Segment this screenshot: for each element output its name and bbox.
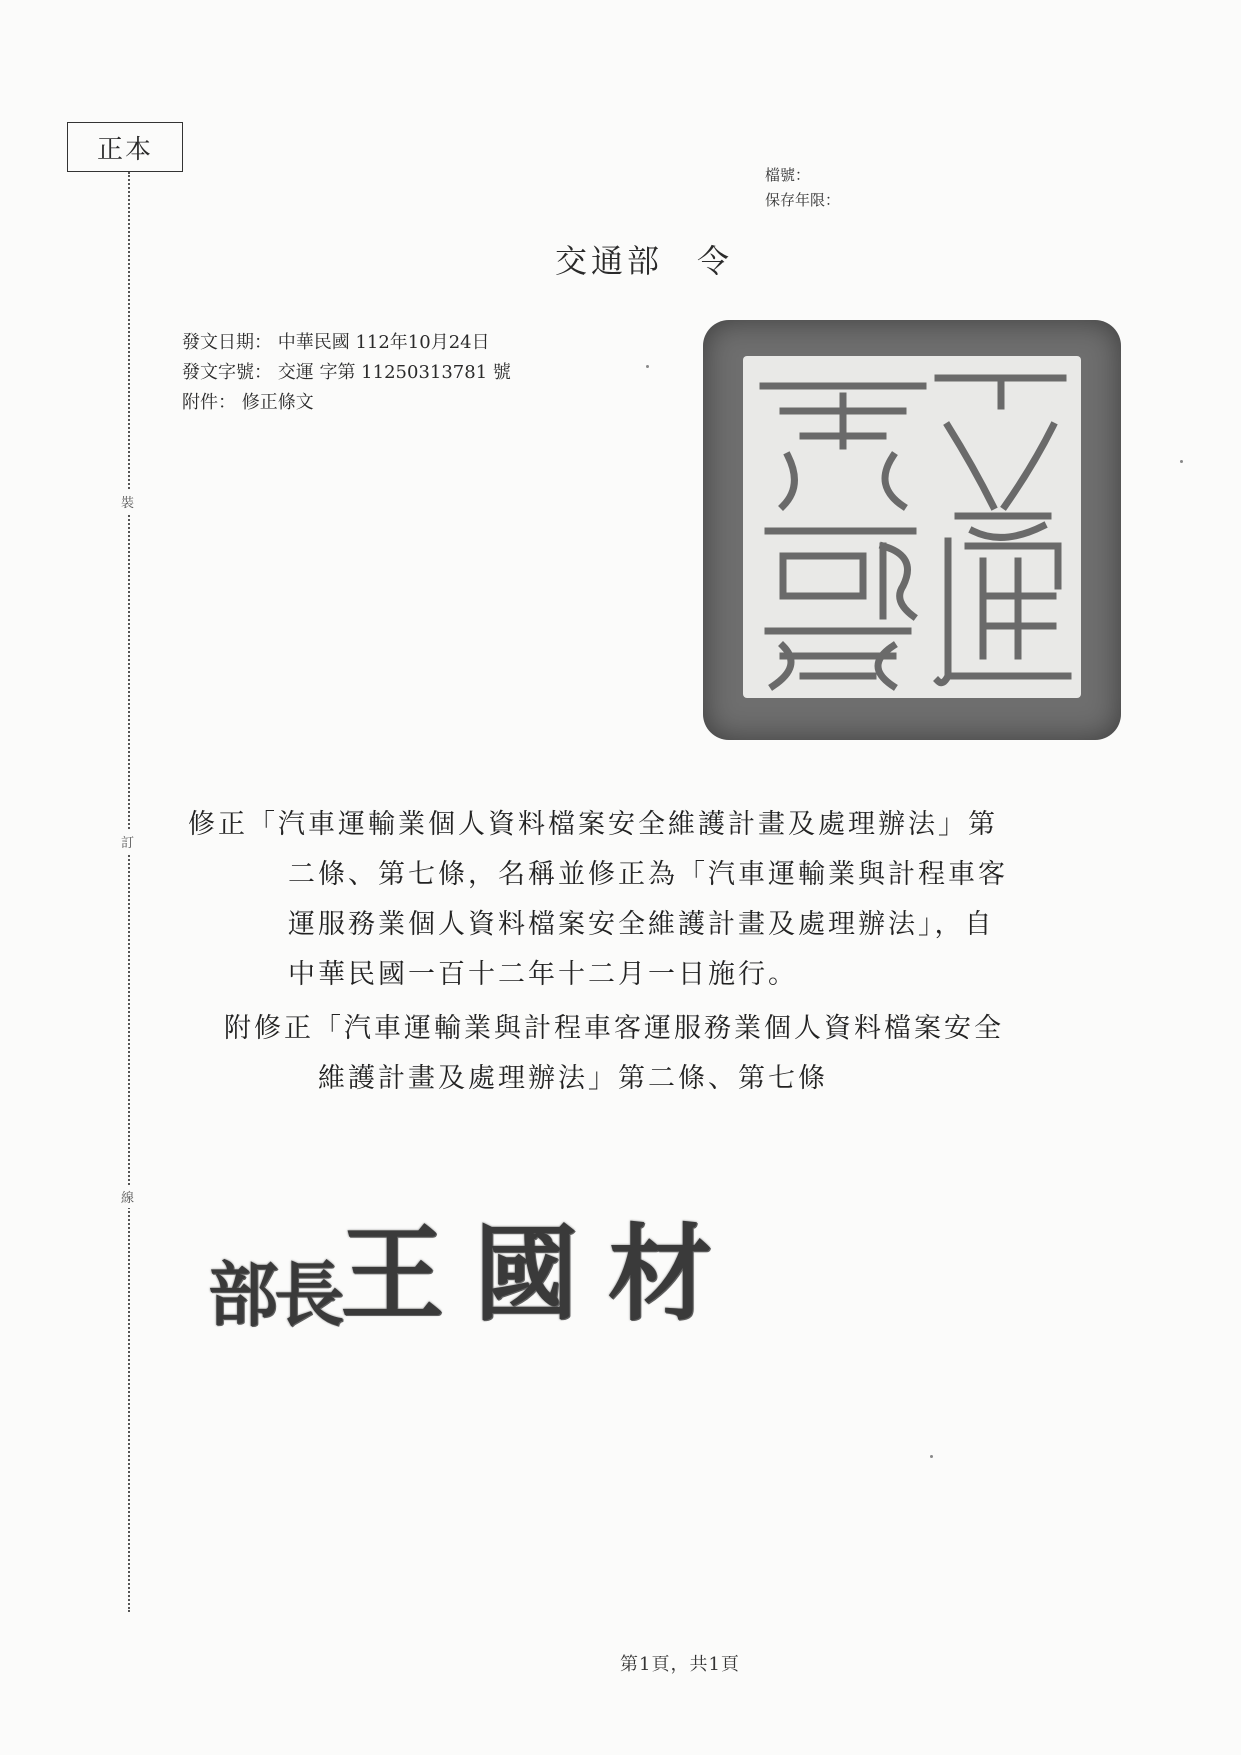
scan-speck bbox=[1180, 460, 1183, 463]
signatory-title: 部長 bbox=[208, 1253, 340, 1336]
seal-face bbox=[743, 356, 1081, 698]
document-type: 令 bbox=[697, 242, 734, 280]
scan-speck bbox=[930, 1455, 933, 1458]
attachment-label: 附件： bbox=[182, 392, 236, 413]
binding-line bbox=[128, 172, 130, 1612]
binding-mark-ding: 訂 bbox=[121, 830, 134, 853]
scan-speck bbox=[646, 365, 649, 368]
reference-number-row bbox=[182, 358, 511, 388]
copy-type-box bbox=[67, 122, 183, 172]
issue-date-value: 中華民國 112年10月24日 bbox=[277, 332, 490, 353]
attachment-row bbox=[182, 388, 511, 418]
retention-period-label: 保存年限： bbox=[765, 191, 841, 209]
attachment-line-1: 附修正「汽車運輸業與計程車客運服務業個人資料檔案安全 bbox=[224, 1013, 1004, 1044]
file-number-label: 檔號： bbox=[765, 166, 811, 184]
amendment-line-1: 修正「汽車運輸業個人資料檔案安全維護計畫及處理辦法」第 bbox=[188, 809, 998, 840]
copy-type-label: 正本 bbox=[96, 134, 153, 165]
amendment-line-3: 運服務業個人資料檔案安全維護計畫及處理辦法」，自 bbox=[288, 909, 995, 940]
seal-script-icon bbox=[743, 356, 1081, 698]
issue-date-label: 發文日期： bbox=[182, 332, 272, 353]
issue-date-row bbox=[182, 328, 511, 358]
document-title bbox=[555, 236, 733, 282]
official-seal bbox=[703, 320, 1121, 740]
issuing-agency: 交通部 bbox=[555, 242, 664, 280]
minister-signature bbox=[208, 1190, 742, 1340]
page-number: 第1頁，共1頁 bbox=[620, 1654, 740, 1675]
amendment-line-4: 中華民國一百十二年十二月一日施行。 bbox=[288, 959, 798, 990]
attachment-value: 修正條文 bbox=[241, 392, 314, 413]
amendment-paragraph bbox=[188, 800, 1088, 1000]
reference-number-value: 交運 字第 11250313781 號 bbox=[277, 362, 511, 383]
amendment-line-2: 二條、第七條，名稱並修正為「汽車運輸業與計程車客 bbox=[288, 859, 1008, 890]
binding-mark-xian: 線 bbox=[121, 1185, 134, 1208]
signatory-name: 王國材 bbox=[340, 1212, 743, 1335]
reference-number-label: 發文字號： bbox=[182, 362, 272, 383]
attachment-paragraph bbox=[188, 1004, 1088, 1104]
binding-mark-zhuang: 裝 bbox=[121, 490, 134, 513]
file-meta bbox=[765, 163, 840, 213]
attachment-line-2: 維護計畫及處理辦法」第二條、第七條 bbox=[318, 1063, 828, 1094]
document-header bbox=[182, 328, 511, 418]
document-body bbox=[188, 800, 1088, 1104]
